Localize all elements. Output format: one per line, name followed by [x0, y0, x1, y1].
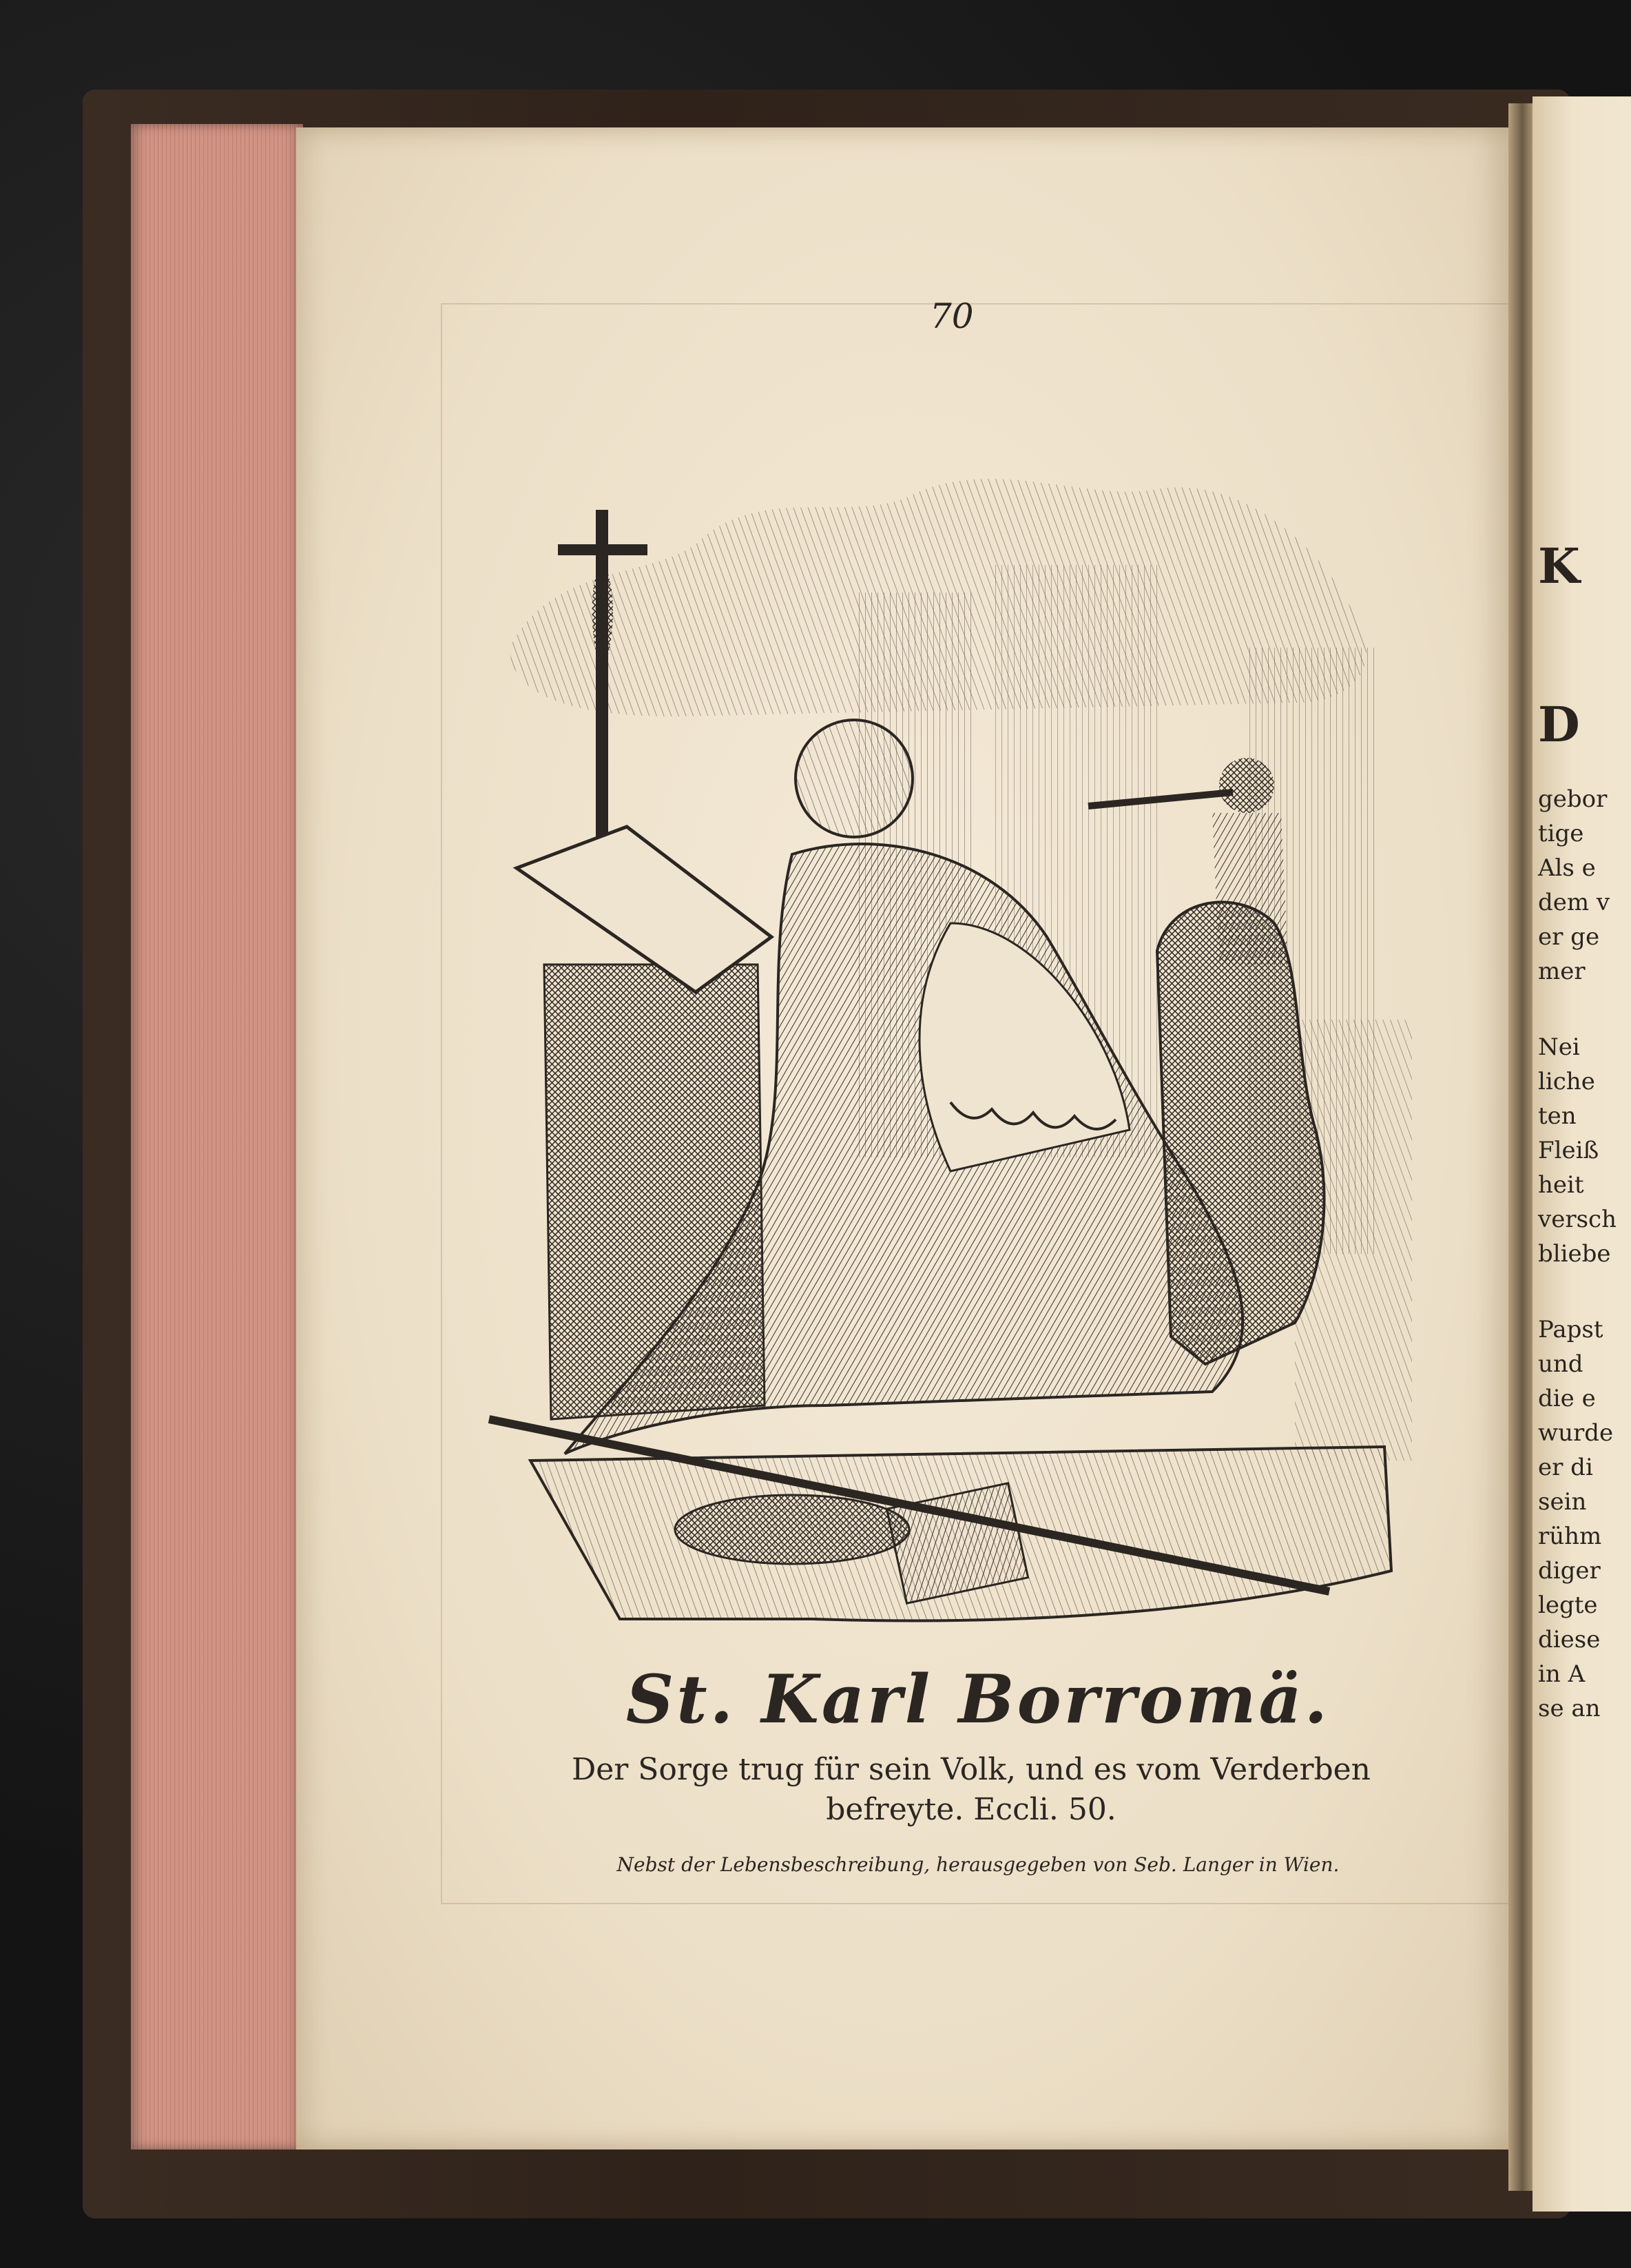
facing-text-fragment: se an — [1538, 1695, 1601, 1722]
facing-text-fragment: rühm — [1538, 1523, 1602, 1550]
caption-line-2: befreyte. Eccli. 50. — [826, 1792, 1116, 1827]
page-number: 70 — [930, 296, 974, 336]
publisher-credit: Nebst der Lebensbeschreibung, herausgegeben von Seb. Langer in Wien. — [616, 1853, 1340, 1876]
cardinal-hat — [675, 1495, 909, 1564]
facing-text-fragment: er ge — [1538, 923, 1600, 951]
facing-text-fragment: K — [1538, 537, 1580, 595]
facing-text-fragment: diger — [1538, 1557, 1601, 1585]
facing-text-fragment: Als e — [1538, 854, 1596, 882]
flute-player-head — [1219, 758, 1274, 813]
facing-text-fragment: wurde — [1538, 1419, 1614, 1447]
facing-text-fragment: heit — [1538, 1171, 1584, 1199]
engraving-illustration — [468, 441, 1446, 1667]
facing-text-fragment: versch — [1538, 1206, 1617, 1233]
facing-text-fragment: legte — [1538, 1591, 1598, 1619]
facing-text-fragment: er di — [1538, 1454, 1593, 1481]
crucifix-bar — [558, 544, 647, 555]
book-gutter — [1508, 103, 1536, 2191]
saint-head — [796, 720, 913, 837]
facing-text-fragment: Nei — [1538, 1033, 1580, 1061]
facing-text-fragment: D — [1538, 696, 1580, 753]
engraving-caption — [482, 1750, 1460, 1830]
facing-text-fragment: Papst — [1538, 1316, 1603, 1343]
facing-text-fragment: sein — [1538, 1488, 1587, 1516]
facing-text-fragment: diese — [1538, 1626, 1601, 1653]
facing-text-fragment: in A — [1538, 1660, 1586, 1688]
facing-text-fragment: die e — [1538, 1385, 1596, 1412]
facing-text-fragment: dem v — [1538, 889, 1610, 916]
facing-text-fragment: gebor — [1538, 785, 1608, 813]
page-edges — [131, 124, 303, 2150]
caption-line-1: Der Sorge trug für sein Volk, und es vom Verderben — [571, 1752, 1371, 1787]
facing-text-fragment: Fleiß — [1538, 1137, 1599, 1164]
facing-text-fragment: und — [1538, 1350, 1583, 1378]
facing-text-fragment: mer — [1538, 958, 1586, 985]
facing-text-fragment: ten — [1538, 1102, 1577, 1130]
facing-page — [1533, 96, 1631, 2212]
facing-text-fragment: liche — [1538, 1068, 1595, 1095]
engraving-title: St. Karl Borromä. — [625, 1660, 1331, 1738]
facing-text-fragment: bliebe — [1538, 1240, 1611, 1268]
facing-text-fragment: tige — [1538, 820, 1584, 847]
